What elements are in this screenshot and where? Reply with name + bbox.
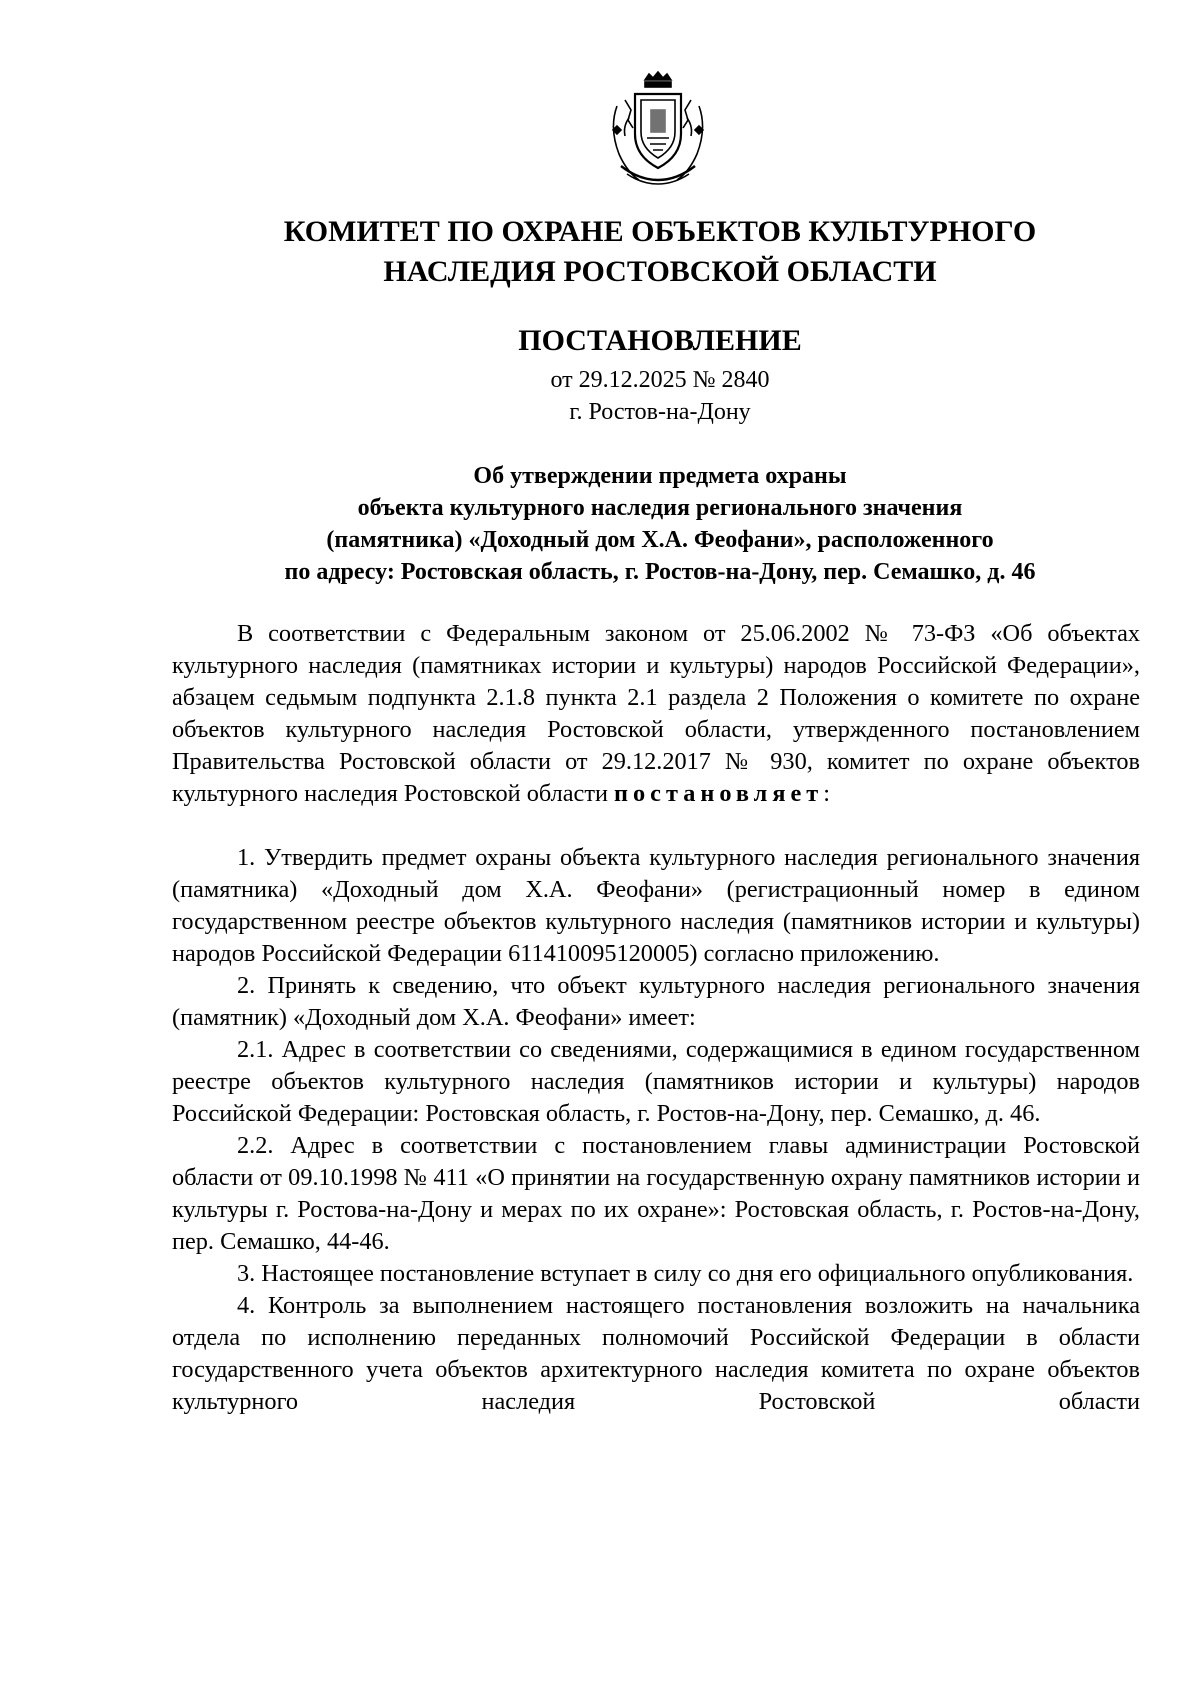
clause-3: 3. Настоящее постановление вступает в силу со дня его официального опубликования. xyxy=(237,1260,1134,1287)
preamble-colon: : xyxy=(823,780,830,807)
clause-2: 2. Принять к сведению, что объект культурного наследия регионального значения (памятник) «Доходный дом Х.А. Феофани» имеет: xyxy=(172,972,1140,1031)
clause-2-2: 2.2. Адрес в соответствии с постановлением главы администрации Ростовской области от 09.10.1998 № 411 «О принятии на государственную охрану памятников истории и культуры г. Ростова-на-Дону и мерах по их охране»: Ростовская область, г. Ростов-на-Дону, пер. Семашко, 44-46. xyxy=(172,1132,1140,1255)
city: г. Ростов-на-Дону xyxy=(569,399,751,425)
date-number: от 29.12.2025 № 2840 xyxy=(550,367,770,393)
clause-4: 4. Контроль за выполнением настоящего постановления возложить на начальника отдела по исполнению переданных полномочий Российской Федерации в области государственного учета объектов архитектурного наследия комитета по охране объектов культурного наследия Ростовской области xyxy=(172,1292,1140,1415)
subject-line-4: по адресу: Ростовская область, г. Ростов-на-Дону, пер. Семашко, д. 46 xyxy=(284,559,1036,585)
document-subject xyxy=(170,460,1150,588)
subject-line-1: Об утверждении предмета охраны xyxy=(473,463,847,489)
subject-line-3: (памятника) «Доходный дом Х.А. Феофани», расположенного xyxy=(326,527,994,553)
committee-line-1: КОМИТЕТ ПО ОХРАНЕ ОБЪЕКТОВ КУЛЬТУРНОГО xyxy=(283,215,1037,248)
rostov-coat-of-arms-icon xyxy=(605,70,711,194)
preamble-text: В соответствии с Федеральным законом от 25.06.2002 № 73-ФЗ «Об объектах культурного наследия (памятниках истории и культуры) народов Российской Федерации», абзацем седьмым подпункта 2.1.8 пункта 2.1 раздела 2 Положения о комитете по охране объектов культурного наследия Ростовской области, утвержденного постановлением Правительства Ростовской области от 29.12.2017 № 930, комитет по охране объектов культурного наследия Ростовской области xyxy=(172,620,1140,807)
subject-line-2: объекта культурного наследия регионального значения xyxy=(357,495,963,521)
committee-name xyxy=(170,212,1150,292)
clause-2-1: 2.1. Адрес в соответствии со сведениями, содержащимися в едином государственном реестре объектов культурного наследия (памятников истории и культуры) народов Российской Федерации: Ростовская область, г. Ростов-на-Дону, пер. Семашко, д. 46. xyxy=(172,1036,1140,1127)
document-meta xyxy=(170,364,1150,428)
clause-1: 1. Утвердить предмет охраны объекта культурного наследия регионального значения (памятника) «Доходный дом Х.А. Феофани» (регистрационный номер в едином государственном реестре объектов культурного наследия (памятников истории и культуры) народов Российской Федерации 611410095120005) согласно приложению. xyxy=(172,844,1140,967)
document-body xyxy=(172,618,1140,1418)
action-word: постановляет xyxy=(614,780,824,807)
document-type: ПОСТАНОВЛЕНИЕ xyxy=(518,324,802,357)
preamble-paragraph xyxy=(172,618,1140,810)
committee-line-2: НАСЛЕДИЯ РОСТОВСКОЙ ОБЛАСТИ xyxy=(383,255,937,288)
